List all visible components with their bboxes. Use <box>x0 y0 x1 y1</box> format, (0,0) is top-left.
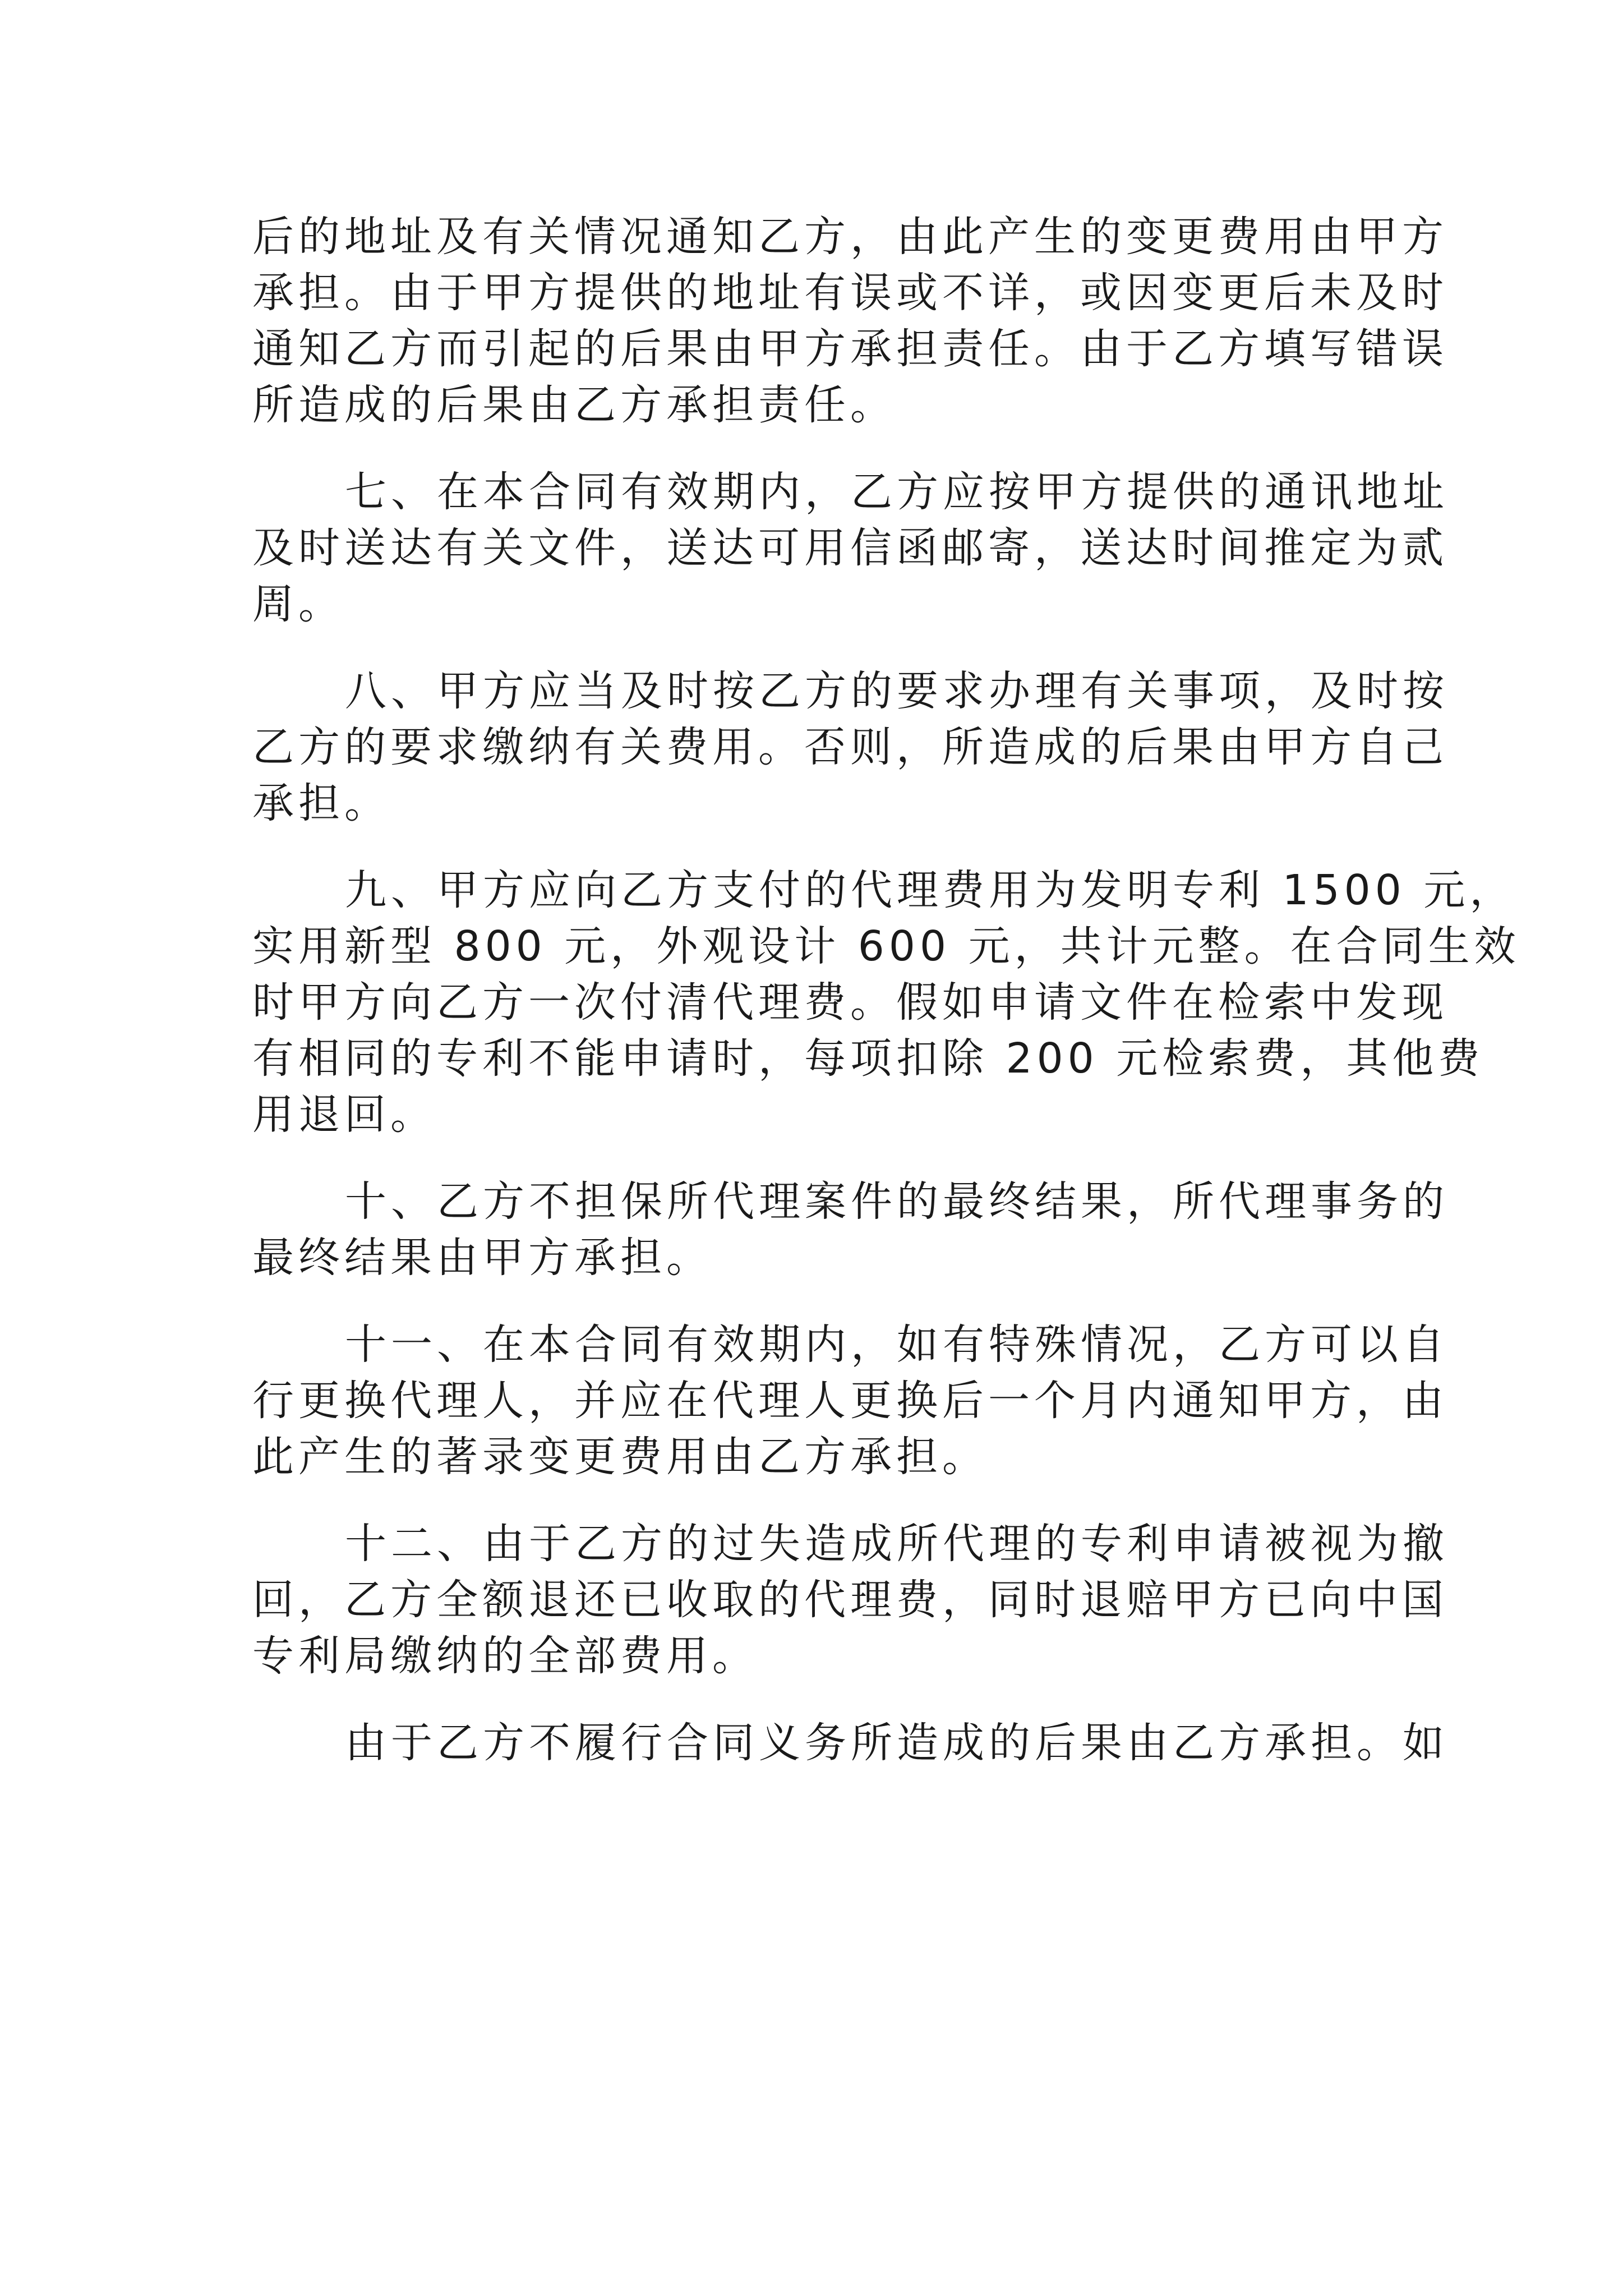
text-line: 乙方的要求缴纳有关费用。否则，所造成的后果由甲方自己 <box>252 723 1448 771</box>
paragraph-clause-12 <box>252 1516 1449 1684</box>
text-line: 时甲方向乙方一次付清代理费。假如申请文件在检索中发现 <box>252 978 1448 1027</box>
text-line: 最终结果由甲方承担。 <box>252 1234 712 1282</box>
paragraph-clause-11 <box>252 1317 1449 1485</box>
text-line: 通知乙方而引起的后果由甲方承担责任。由于乙方填写错误 <box>252 325 1448 373</box>
text-line: 周。 <box>252 580 344 628</box>
text-line: 由于乙方不履行合同义务所造成的后果由乙方承担。如 <box>345 1719 1449 1767</box>
paragraph-clause-10 <box>252 1174 1449 1286</box>
paragraph-clause-12-continued <box>252 1715 1449 1771</box>
text-line: 有相同的专利不能申请时，每项扣除 200 元检索费，其他费 <box>252 1034 1484 1083</box>
text-line: 此产生的著录变更费用由乙方承担。 <box>252 1433 988 1481</box>
paragraph-clause-8 <box>252 663 1449 831</box>
paragraph-clause-9 <box>252 862 1520 1143</box>
document-body <box>252 209 1520 1802</box>
text-line: 行更换代理人，并应在代理人更换后一个月内通知甲方，由 <box>252 1377 1448 1425</box>
paragraph-clause-7 <box>252 464 1449 632</box>
text-line: 所造成的后果由乙方承担责任。 <box>252 381 896 429</box>
text-line: 十、乙方不担保所代理案件的最终结果，所代理事务的 <box>345 1177 1449 1226</box>
text-line: 九、甲方应向乙方支付的代理费用为发明专利 1500 元， <box>345 866 1516 914</box>
text-line: 回，乙方全额退还已收取的代理费，同时退赔甲方已向中国 <box>252 1576 1448 1624</box>
text-line: 七、在本合同有效期内，乙方应按甲方提供的通讯地址 <box>345 468 1449 516</box>
text-line: 后的地址及有关情况通知乙方，由此产生的变更费用由甲方 <box>252 213 1448 261</box>
paragraph-continuation <box>252 209 1448 433</box>
text-line: 用退回。 <box>252 1091 436 1139</box>
text-line: 实用新型 800 元，外观设计 600 元，共计元整。在合同生效 <box>252 922 1520 970</box>
text-line: 承担。 <box>252 779 390 827</box>
text-line: 承担。由于甲方提供的地址有误或不详，或因变更后未及时 <box>252 269 1448 317</box>
text-line: 八、甲方应当及时按乙方的要求办理有关事项，及时按 <box>345 667 1449 715</box>
text-line: 十一、在本合同有效期内，如有特殊情况，乙方可以自 <box>345 1320 1449 1369</box>
text-line: 十二、由于乙方的过失造成所代理的专利申请被视为撤 <box>345 1520 1449 1568</box>
text-line: 及时送达有关文件，送达可用信函邮寄，送达时间推定为贰 <box>252 524 1448 572</box>
text-line: 专利局缴纳的全部费用。 <box>252 1632 758 1680</box>
